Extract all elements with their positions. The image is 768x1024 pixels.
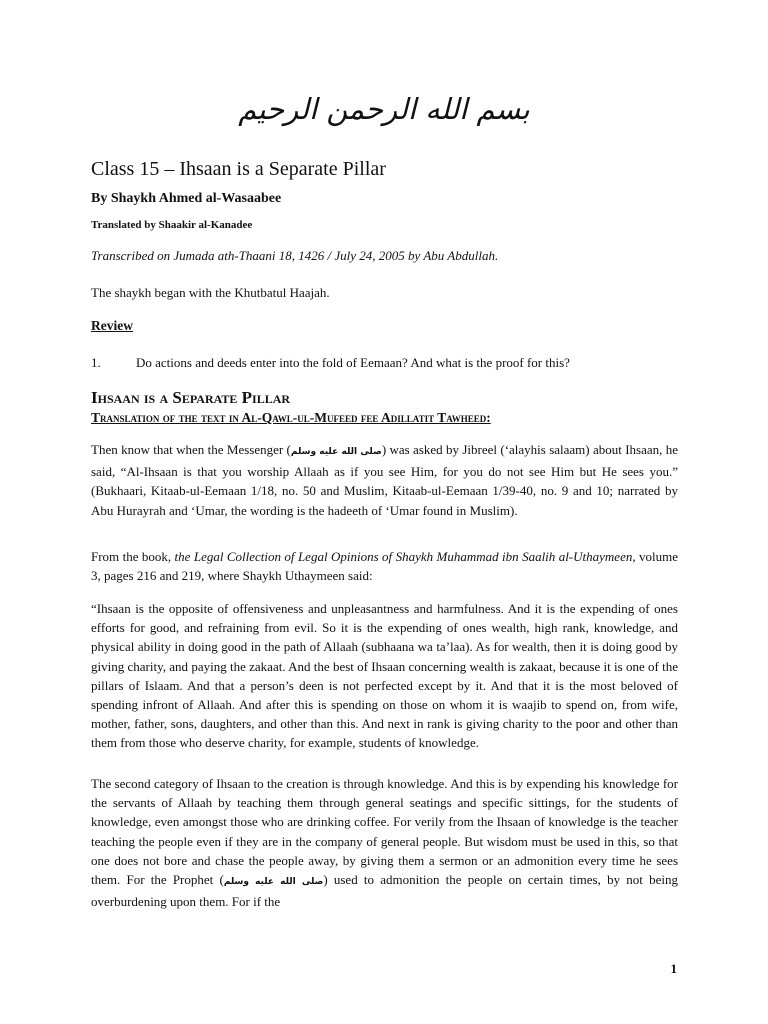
paragraph-quote-wealth: “Ihsaan is the opposite of offensiveness and unpleasantness and harmfulness. And it is the expending of ones efforts for good, and refraining from evil. So it is the expending of ones wealth, high rank, knowledge, and physical ability in doing good in the path of Allaah (subhaana wa ta’laa). As for wealth, then it is doing good by giving charity, and paying the zakaat. And the best of Ihsaan concerning wealth is zakaat, because it is one of the pillars of Islaam. And that a person’s deen is not perfected except by it. And that it is the most beloved of spending infront of Allaah. And after this is spending on those on whom it is waajib to spend on, from wife, mother, father, sons, daughters, and other than this. And next in rank is giving charity to the poor and other than them from those who deserve charity, for example, students of knowledge. xyxy=(91,601,678,751)
paragraph-hadeeth xyxy=(91,440,678,520)
author-line: By Shaykh Ahmed al-Wasaabee xyxy=(91,191,282,206)
page-number: 1 xyxy=(670,961,677,976)
page-title: Class 15 – Ihsaan is a Separate Pillar xyxy=(91,158,386,180)
transcription-note: Transcribed on Jumada ath-Thaani 18, 1426 / July 24, 2005 by Abu Abdullah. xyxy=(91,248,499,263)
paragraph-text: volume 3, pages 216 and 219, where Shaykh Uthaymeen said: xyxy=(91,549,678,584)
review-question-number: 1. xyxy=(91,355,101,370)
paragraph-text: ) was asked by Jibreel (‘alayhis salaam) about Ihsaan, he said, “Al-Ihsaan is that you worship Allaah as if you see Him, for you do not see Him but He sees you.” (Bukhaari, Kitaab-ul-Eemaan 1/18, no. 50 and Muslim, Kitaab-ul-Eemaan 1/39-40, no. 9 and 10; narrated by Abu Hurayrah and ‘Umar, the wording is the hadeeth of ‘Umar found in Muslim). xyxy=(91,442,679,518)
basmala-calligraphy: بسم الله الرحمن الرحيم xyxy=(238,92,530,126)
section-heading: Ihsaan is a Separate Pillar xyxy=(91,388,291,407)
paragraph-text: From the book, xyxy=(91,549,175,564)
paragraph-text: Then know that when the Messenger ( xyxy=(91,442,291,457)
section-subheading: Translation of the text in Al-Qawl-ul-Mufeed fee Adillatit Tawheed: xyxy=(91,410,491,425)
review-question-text: Do actions and deeds enter into the fold of Eemaan? And what is the proof for this? xyxy=(136,355,570,370)
opening-sentence: The shaykh began with the Khutbatul Haajah. xyxy=(91,285,330,300)
paragraph-text: The second category of Ihsaan to the creation is through knowledge. And this is by expending his knowledge for the servants of Allaah by teaching them through general seatings and specific sittings, for the students of knowledge, even amongst those who are drinking coffee. For verily from the Ihsaan of knowledge is the teacher teaching the people even if they are in the company of general people. But wisdom must be used in this, so that one does not bore and chase the people away, by giving them a sermon or an admonition every time he sees them. For the Prophet ( xyxy=(91,776,678,888)
paragraph-text: ) used to admonition the people on certain times, by not being overburdening upon them. For if the xyxy=(91,872,678,910)
paragraph-source xyxy=(91,547,678,585)
translator-line: Translated by Shaakir al-Kanadee xyxy=(91,219,253,231)
honorific-arabic: صلى الله عليه وسلم xyxy=(223,877,324,888)
review-heading: Review xyxy=(91,318,133,333)
honorific-arabic: صلى الله عليه وسلم xyxy=(290,447,382,457)
book-title: the Legal Collection of Legal Opinions of Shaykh Muhammad ibn Saalih al-Uthaymeen, xyxy=(174,549,636,564)
paragraph-knowledge xyxy=(91,774,678,911)
